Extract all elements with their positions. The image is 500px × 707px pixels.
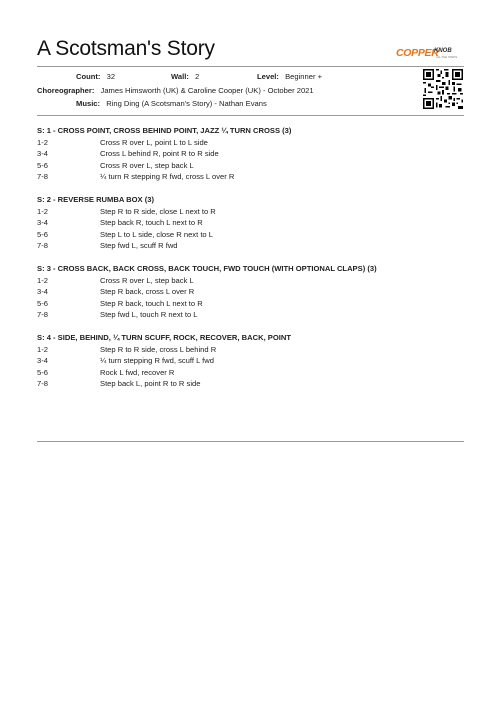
wall-label: Wall: <box>171 72 189 81</box>
step-description: ¼ turn stepping R fwd, scuff L fwd <box>100 356 214 366</box>
step-count: 3-4 <box>37 287 48 297</box>
logo-tagline: ALL THE STEPS <box>436 55 458 59</box>
step-description: Step R back, cross L over R <box>100 287 195 297</box>
music-value: Ring Ding (A Scotsman's Story) - Nathan Evans <box>106 99 267 108</box>
section-heading: S: 1 - CROSS POINT, CROSS BEHIND POINT, JAZZ ¼ TURN CROSS (3) <box>37 126 292 135</box>
step-description: Step fwd L, touch R next to L <box>100 309 198 319</box>
step-count: 3-4 <box>37 356 48 366</box>
header-divider-bottom <box>37 115 464 116</box>
step-description: Cross L behind R, point R to R side <box>100 149 219 159</box>
step-description: Step R back, touch L next to R <box>100 298 203 308</box>
step-count: 3-4 <box>37 149 48 159</box>
step-description: Cross R over L, point L to L side <box>100 138 208 147</box>
copperknob-logo <box>396 47 462 63</box>
step-count: 3-4 <box>37 218 48 228</box>
step-count: 1-2 <box>37 207 48 216</box>
step-count: 7-8 <box>37 378 48 388</box>
level-value: Beginner + <box>285 72 323 81</box>
step-count: 1-2 <box>37 345 48 354</box>
step-count: 5-6 <box>37 298 48 308</box>
step-count: 5-6 <box>37 367 48 377</box>
music-meta <box>76 99 267 108</box>
count-label: Count: <box>76 72 101 81</box>
step-description: Step back L, point R to R side <box>100 378 201 388</box>
qr-code-icon <box>423 69 463 109</box>
step-count: 7-8 <box>37 240 48 250</box>
step-description: ¼ turn R stepping R fwd, cross L over R <box>100 171 235 181</box>
step-description: Step R to R side, close L next to R <box>100 207 216 216</box>
header-divider-top <box>37 66 464 67</box>
step-description: Step L to L side, close R next to L <box>100 229 213 239</box>
step-description: Step back R, touch L next to R <box>100 218 203 228</box>
footer-divider <box>37 441 464 442</box>
level-meta <box>257 72 322 81</box>
level-label: Level: <box>257 72 279 81</box>
logo-sub-text: KNOB <box>434 48 452 54</box>
step-description: Cross R over L, step back L <box>100 276 194 285</box>
step-description: Cross R over L, step back L <box>100 160 194 170</box>
count-value: 32 <box>106 72 116 81</box>
step-count: 7-8 <box>37 171 48 181</box>
music-label: Music: <box>76 99 101 108</box>
section-heading: S: 2 - REVERSE RUMBA BOX (3) <box>37 195 155 204</box>
section-heading: S: 3 - CROSS BACK, BACK CROSS, BACK TOUCH, FWD TOUCH (WITH OPTIONAL CLAPS) (3) <box>37 264 377 273</box>
section-heading: S: 4 - SIDE, BEHIND, ¼ TURN SCUFF, ROCK, RECOVER, BACK, POINT <box>37 333 291 342</box>
page-title: A Scotsman's Story <box>37 37 215 60</box>
step-description: Step fwd L, scuff R fwd <box>100 240 178 250</box>
wall-value: 2 <box>194 72 200 81</box>
count-meta <box>76 72 115 81</box>
step-count: 1-2 <box>37 138 48 147</box>
step-count: 5-6 <box>37 160 48 170</box>
step-count: 1-2 <box>37 276 48 285</box>
logo-main-text: COPPER <box>396 47 439 59</box>
step-description: Step R to R side, cross L behind R <box>100 345 217 354</box>
choreographer-label: Choreographer: <box>37 86 95 95</box>
choreographer-value: James Himsworth (UK) & Caroline Cooper (UK) - October 2021 <box>100 86 314 95</box>
choreographer-meta <box>37 86 314 95</box>
step-count: 5-6 <box>37 229 48 239</box>
step-count: 7-8 <box>37 309 48 319</box>
step-description: Rock L fwd, recover R <box>100 367 175 377</box>
wall-meta <box>171 72 199 81</box>
